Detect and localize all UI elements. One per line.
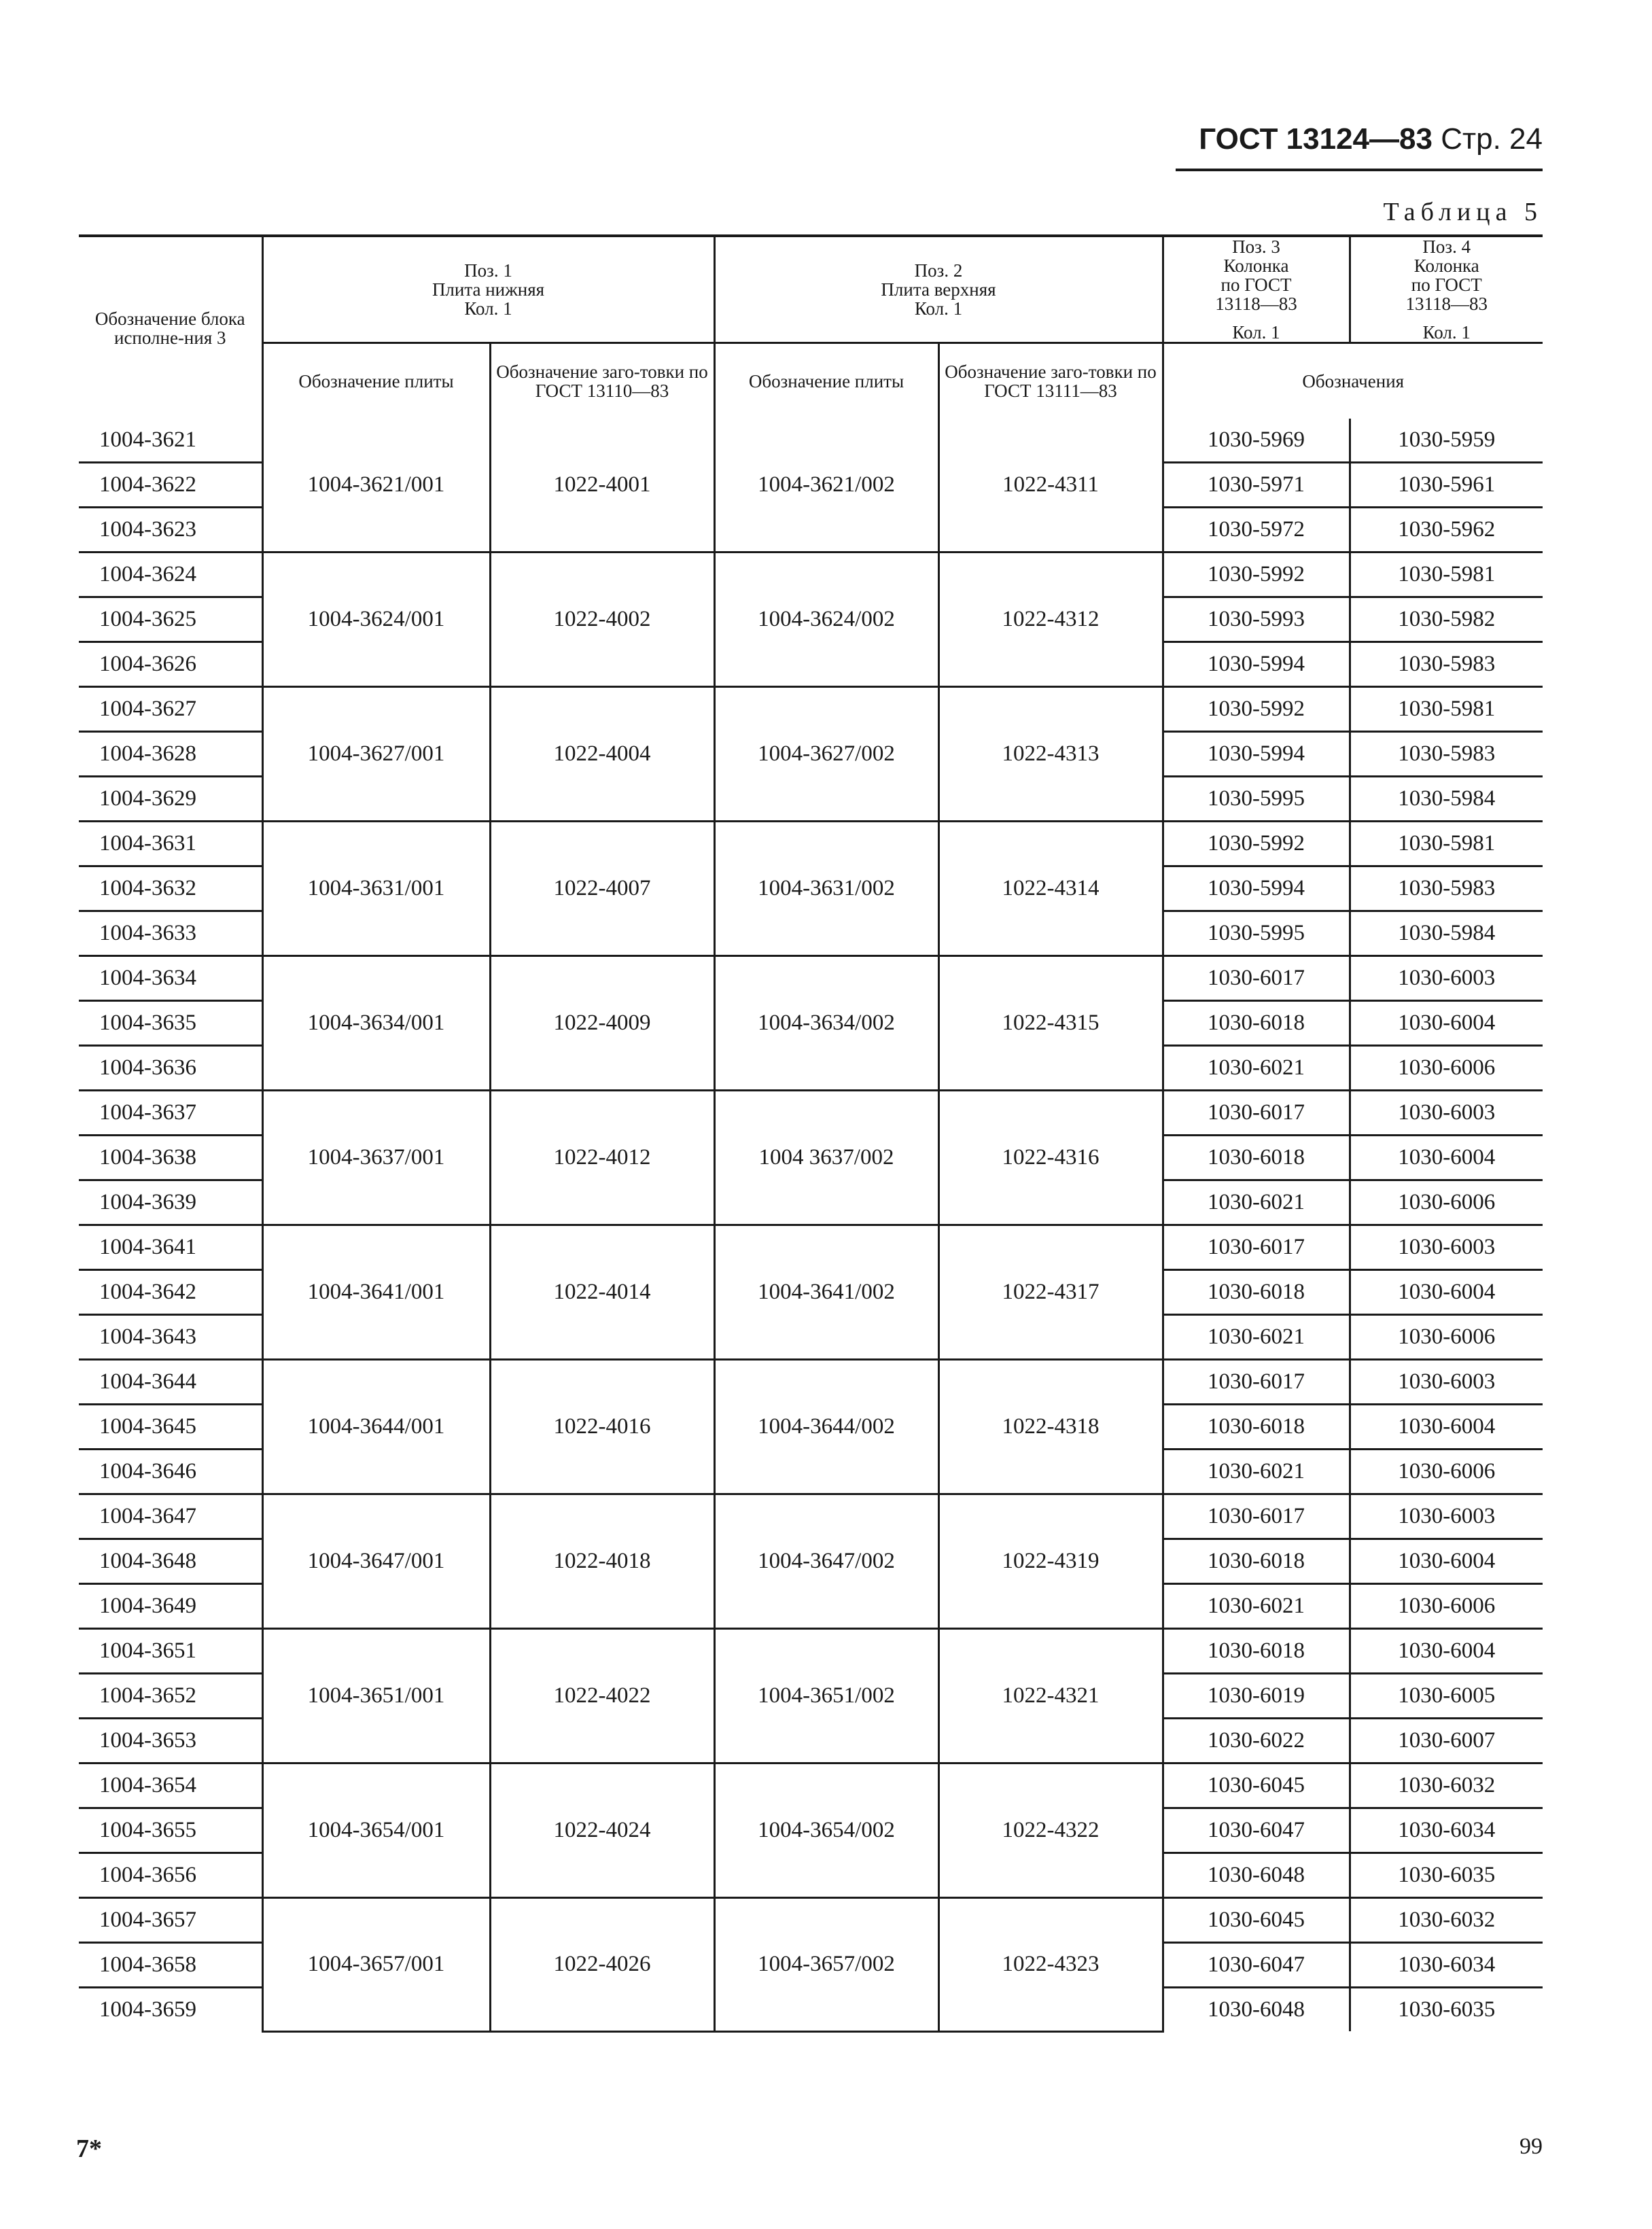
- plate1-designation: 1004-3654/001: [262, 1763, 490, 1898]
- column4-designation: 1030-6003: [1350, 1091, 1543, 1136]
- column4-designation: 1030-5983: [1350, 732, 1543, 777]
- column3-designation: 1030-6018: [1163, 1405, 1350, 1450]
- column3-designation: 1030-6021: [1163, 1315, 1350, 1360]
- column3-designation: 1030-5992: [1163, 822, 1350, 866]
- column4-designation: 1030-6004: [1350, 1270, 1543, 1315]
- block-designation: 1004-3656: [79, 1853, 262, 1898]
- blank2-designation: 1022-4323: [938, 1898, 1163, 2032]
- block-designation: 1004-3624: [79, 552, 262, 597]
- column3-designation: 1030-6018: [1163, 1001, 1350, 1046]
- column4-designation: 1030-5962: [1350, 508, 1543, 552]
- column4-designation: 1030-6003: [1350, 956, 1543, 1001]
- column4-designation: 1030-6005: [1350, 1674, 1543, 1719]
- blank1-designation: 1022-4002: [490, 552, 714, 687]
- column3-designation: 1030-6021: [1163, 1180, 1350, 1225]
- pos3-name: Колонка: [1223, 256, 1289, 276]
- column4-designation: 1030-6003: [1350, 1494, 1543, 1539]
- column3-designation: 1030-6022: [1163, 1719, 1350, 1763]
- standard-number: ГОСТ 13124—83: [1199, 122, 1433, 156]
- column4-designation: 1030-5983: [1350, 642, 1543, 687]
- pos3-title: Поз. 3: [1232, 236, 1280, 257]
- column4-designation: 1030-6006: [1350, 1315, 1543, 1360]
- plate2-designation: 1004-3647/002: [714, 1494, 938, 1629]
- pos2-qty: Кол. 1: [914, 298, 963, 319]
- col-pos1-header: [262, 236, 714, 343]
- block-designation: 1004-3658: [79, 1943, 262, 1988]
- plate1-designation: 1004-3634/001: [262, 956, 490, 1091]
- block-designation: 1004-3647: [79, 1494, 262, 1539]
- table-row: [79, 822, 1543, 866]
- column3-designation: 1030-6045: [1163, 1763, 1350, 1808]
- plate1-designation: 1004-3651/001: [262, 1629, 490, 1763]
- plate2-designation: 1004-3631/002: [714, 822, 938, 956]
- blank2-designation: 1022-4321: [938, 1629, 1163, 1763]
- block-designation: 1004-3646: [79, 1450, 262, 1494]
- block-designation: 1004-3635: [79, 1001, 262, 1046]
- col-pos3-header: [1163, 236, 1350, 343]
- blank2-designation: 1022-4315: [938, 956, 1163, 1091]
- block-designation: 1004-3628: [79, 732, 262, 777]
- block-designation: 1004-3653: [79, 1719, 262, 1763]
- pos4-std-number: 13118—83: [1405, 294, 1488, 314]
- column4-designation: 1030-6003: [1350, 1225, 1543, 1270]
- column4-designation: 1030-6004: [1350, 1629, 1543, 1674]
- column3-designation: 1030-5972: [1163, 508, 1350, 552]
- column4-designation: 1030-6032: [1350, 1763, 1543, 1808]
- block-designation: 1004-3645: [79, 1405, 262, 1450]
- plate1-designation: 1004-3631/001: [262, 822, 490, 956]
- plate2-designation: 1004-3634/002: [714, 956, 938, 1091]
- plate2-designation: 1004-3654/002: [714, 1763, 938, 1898]
- column3-designation: 1030-6017: [1163, 956, 1350, 1001]
- blank1-designation: 1022-4018: [490, 1494, 714, 1629]
- column3-designation: 1030-5994: [1163, 732, 1350, 777]
- column4-designation: 1030-6006: [1350, 1046, 1543, 1091]
- block-designation: 1004-3634: [79, 956, 262, 1001]
- block-designation: 1004-3626: [79, 642, 262, 687]
- table-row: [79, 1360, 1543, 1405]
- col-pos1-plate: Обозначение плиты: [262, 343, 490, 419]
- column3-designation: 1030-6048: [1163, 1988, 1350, 2032]
- column4-designation: 1030-6006: [1350, 1450, 1543, 1494]
- block-designation: 1004-3621: [79, 419, 262, 463]
- column3-designation: 1030-5994: [1163, 866, 1350, 911]
- column3-designation: 1030-6047: [1163, 1808, 1350, 1853]
- table-row: [79, 687, 1543, 732]
- blank1-designation: 1022-4012: [490, 1091, 714, 1225]
- plate1-designation: 1004-3621/001: [262, 419, 490, 552]
- footer-mark: 7*: [76, 2135, 102, 2163]
- block-designation: 1004-3652: [79, 1674, 262, 1719]
- plate2-designation: 1004-3624/002: [714, 552, 938, 687]
- column3-designation: 1030-6047: [1163, 1943, 1350, 1988]
- blank2-designation: 1022-4316: [938, 1091, 1163, 1225]
- blank1-designation: 1022-4014: [490, 1225, 714, 1360]
- plate1-designation: 1004-3624/001: [262, 552, 490, 687]
- col-pos2-plate: Обозначение плиты: [714, 343, 938, 419]
- block-designation: 1004-3643: [79, 1315, 262, 1360]
- blank2-designation: 1022-4311: [938, 419, 1163, 552]
- column4-designation: 1030-6035: [1350, 1853, 1543, 1898]
- col-block-header: Обозначение блока исполне-ния 3: [79, 236, 262, 419]
- block-designation: 1004-3637: [79, 1091, 262, 1136]
- blank2-designation: 1022-4319: [938, 1494, 1163, 1629]
- column3-designation: 1030-5993: [1163, 597, 1350, 642]
- table-row: [79, 1898, 1543, 1943]
- table-row: [79, 956, 1543, 1001]
- pos2-title: Поз. 2: [914, 260, 963, 281]
- column3-designation: 1030-6018: [1163, 1270, 1350, 1315]
- pos1-title: Поз. 1: [464, 260, 512, 281]
- table-head: [79, 236, 1543, 419]
- page-number: 99: [1519, 2134, 1543, 2159]
- plate1-designation: 1004-3641/001: [262, 1225, 490, 1360]
- column3-designation: 1030-5992: [1163, 687, 1350, 732]
- plate1-designation: 1004-3644/001: [262, 1360, 490, 1494]
- column3-designation: 1030-5971: [1163, 463, 1350, 508]
- blank1-designation: 1022-4022: [490, 1629, 714, 1763]
- column4-designation: 1030-6004: [1350, 1539, 1543, 1584]
- column3-designation: 1030-6018: [1163, 1629, 1350, 1674]
- col-pos1-blank: Обозначение заго-товки по ГОСТ 13110—83: [490, 343, 714, 419]
- column4-designation: 1030-5984: [1350, 777, 1543, 822]
- block-designation: 1004-3659: [99, 1997, 196, 2022]
- column3-designation: 1030-6018: [1163, 1539, 1350, 1584]
- table-row: [79, 1091, 1543, 1136]
- block-designation: 1004-3642: [79, 1270, 262, 1315]
- blank1-designation: 1022-4016: [490, 1360, 714, 1494]
- plate1-designation: 1004-3627/001: [262, 687, 490, 822]
- pos1-name: Плита нижняя: [432, 279, 545, 300]
- column4-designation: 1030-5983: [1350, 866, 1543, 911]
- column4-designation: 1030-5984: [1350, 911, 1543, 956]
- blank1-designation: 1022-4026: [490, 1898, 714, 2032]
- block-designation: 1004-3625: [79, 597, 262, 642]
- plate2-designation: 1004-3627/002: [714, 687, 938, 822]
- column3-designation: 1030-6048: [1163, 1853, 1350, 1898]
- column3-designation: 1030-6017: [1163, 1225, 1350, 1270]
- column3-designation: 1030-6018: [1163, 1136, 1350, 1180]
- block-designation: 1004-3649: [79, 1584, 262, 1629]
- col-pos4-header: [1350, 236, 1543, 343]
- column4-designation: 1030-6034: [1350, 1943, 1543, 1988]
- blank2-designation: 1022-4313: [938, 687, 1163, 822]
- plate2-designation: 1004-3644/002: [714, 1360, 938, 1494]
- block-designation: 1004-3644: [79, 1360, 262, 1405]
- blank2-designation: 1022-4312: [938, 552, 1163, 687]
- pos1-qty: Кол. 1: [464, 298, 512, 319]
- blank1-designation: 1022-4007: [490, 822, 714, 956]
- pos4-title: Поз. 4: [1422, 236, 1471, 257]
- column3-designation: 1030-5995: [1163, 911, 1350, 956]
- table-row: [79, 1629, 1543, 1674]
- column3-designation: 1030-6017: [1163, 1360, 1350, 1405]
- column4-designation: 1030-6003: [1350, 1360, 1543, 1405]
- column3-designation: 1030-6019: [1163, 1674, 1350, 1719]
- col-pos2-blank: Обозначение заго-товки по ГОСТ 13111—83: [938, 343, 1163, 419]
- block-designation: 1004-3627: [79, 687, 262, 732]
- blank2-designation: 1022-4318: [938, 1360, 1163, 1494]
- table-row: [79, 552, 1543, 597]
- blank2-designation: 1022-4322: [938, 1763, 1163, 1898]
- plate2-designation: 1004 3637/002: [714, 1091, 938, 1225]
- column4-designation: 1030-6004: [1350, 1001, 1543, 1046]
- pos3-std-number: 13118—83: [1215, 294, 1297, 314]
- column4-designation: 1030-5961: [1350, 463, 1543, 508]
- block-designation: 1004-3648: [79, 1539, 262, 1584]
- plate2-designation: 1004-3651/002: [714, 1629, 938, 1763]
- block-designation: 1004-3657: [79, 1898, 262, 1943]
- pos2-name: Плита верхняя: [881, 279, 996, 300]
- block-designation: 1004-3632: [79, 866, 262, 911]
- spec-table: [79, 234, 1543, 2033]
- column4-designation: 1030-6034: [1350, 1808, 1543, 1853]
- pos4-name: Колонка: [1413, 256, 1479, 276]
- plate1-designation: 1004-3647/001: [262, 1494, 490, 1629]
- blank1-designation: 1022-4004: [490, 687, 714, 822]
- plate2-designation: 1004-3621/002: [714, 419, 938, 552]
- pos4-qty: Кол. 1: [1422, 322, 1471, 343]
- header-rule: [1176, 169, 1543, 171]
- page-reference: Стр. 24: [1441, 122, 1543, 156]
- block-designation: 1004-3639: [79, 1180, 262, 1225]
- block-designation: 1004-3654: [79, 1763, 262, 1808]
- column3-designation: 1030-6021: [1163, 1450, 1350, 1494]
- blank2-designation: 1022-4317: [938, 1225, 1163, 1360]
- table-row: [79, 1225, 1543, 1270]
- column3-designation: 1030-5994: [1163, 642, 1350, 687]
- block-designation: 1004-3633: [79, 911, 262, 956]
- column4-designation: 1030-5959: [1350, 419, 1543, 463]
- pos3-std: по ГОСТ: [1220, 275, 1292, 295]
- column3-designation: 1030-6045: [1163, 1898, 1350, 1943]
- column4-designation: 1030-6035: [1350, 1988, 1543, 2032]
- blank2-designation: 1022-4314: [938, 822, 1163, 956]
- plate1-designation: 1004-3637/001: [262, 1091, 490, 1225]
- blank1-designation: 1022-4024: [490, 1763, 714, 1898]
- block-designation: 1004-3638: [79, 1136, 262, 1180]
- column4-designation: 1030-6004: [1350, 1405, 1543, 1450]
- column4-designation: 1030-6006: [1350, 1584, 1543, 1629]
- pos3-qty: Кол. 1: [1232, 322, 1280, 343]
- col-designations: Обозначения: [1163, 343, 1543, 419]
- table-label: Таблица 5: [1383, 198, 1543, 226]
- pos4-std: по ГОСТ: [1411, 275, 1482, 295]
- plate2-designation: 1004-3657/002: [714, 1898, 938, 2032]
- column4-designation: 1030-5981: [1350, 552, 1543, 597]
- block-designation: 1004-3623: [79, 508, 262, 552]
- col-pos2-header: [714, 236, 1163, 343]
- page-header: [1176, 122, 1543, 156]
- column3-designation: 1030-6017: [1163, 1494, 1350, 1539]
- block-designation: 1004-3629: [79, 777, 262, 822]
- blank1-designation: 1022-4001: [490, 419, 714, 552]
- column4-designation: 1030-5981: [1350, 687, 1543, 732]
- column4-designation: 1030-5982: [1350, 597, 1543, 642]
- column3-designation: 1030-5995: [1163, 777, 1350, 822]
- column4-designation: 1030-6004: [1350, 1136, 1543, 1180]
- column3-designation: 1030-5969: [1163, 419, 1350, 463]
- block-designation: 1004-3651: [79, 1629, 262, 1674]
- block-designation: 1004-3636: [79, 1046, 262, 1091]
- column3-designation: 1030-6021: [1163, 1584, 1350, 1629]
- column4-designation: 1030-6032: [1350, 1898, 1543, 1943]
- blank1-designation: 1022-4009: [490, 956, 714, 1091]
- column3-designation: 1030-6017: [1163, 1091, 1350, 1136]
- column4-designation: 1030-6007: [1350, 1719, 1543, 1763]
- column3-designation: 1030-5992: [1163, 552, 1350, 597]
- table-row: [79, 419, 1543, 463]
- block-designation: 1004-3655: [79, 1808, 262, 1853]
- column4-designation: 1030-5981: [1350, 822, 1543, 866]
- column4-designation: 1030-6006: [1350, 1180, 1543, 1225]
- plate1-designation: 1004-3657/001: [262, 1898, 490, 2032]
- table-row: [79, 1763, 1543, 1808]
- block-designation: 1004-3631: [79, 822, 262, 866]
- table-body: [79, 419, 1543, 2031]
- column3-designation: 1030-6021: [1163, 1046, 1350, 1091]
- table-row: [79, 1494, 1543, 1539]
- block-designation: 1004-3622: [79, 463, 262, 508]
- block-designation: 1004-3641: [79, 1225, 262, 1270]
- plate2-designation: 1004-3641/002: [714, 1225, 938, 1360]
